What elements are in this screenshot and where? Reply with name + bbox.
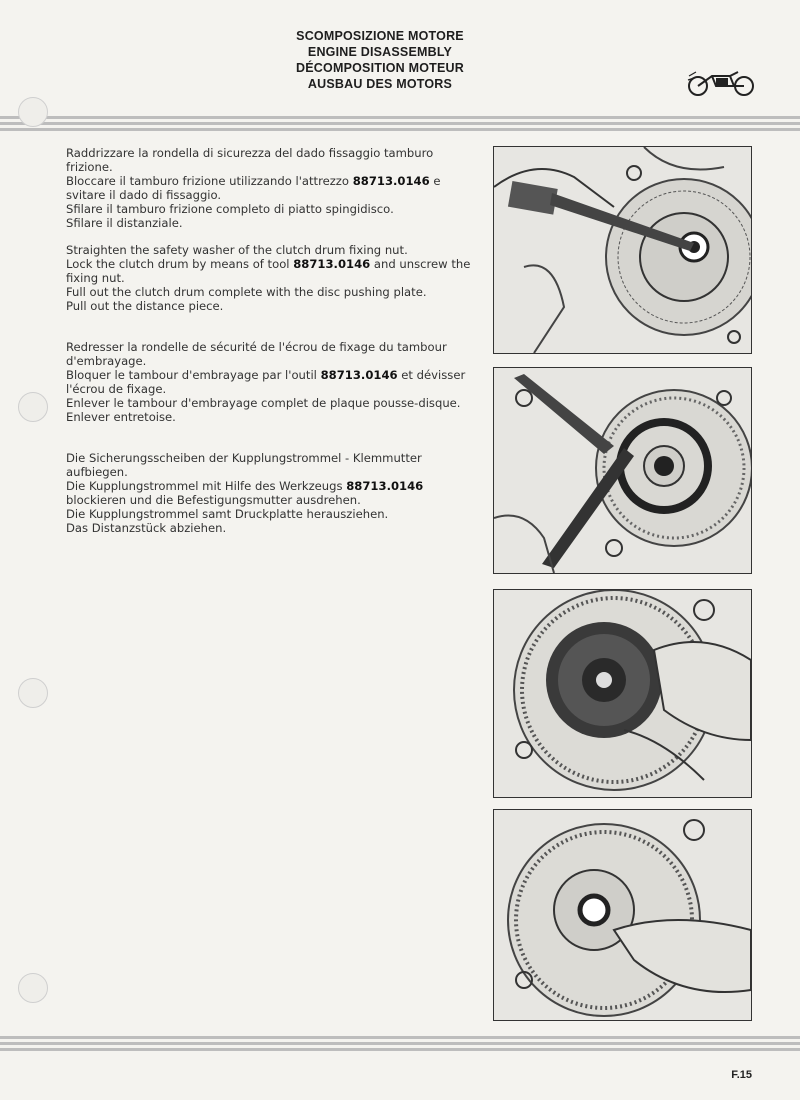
en-step-2: Lock the clutch drum by means of tool 88713.0146 and unscrew the fixing nut. — [66, 257, 471, 285]
de-step-1: Die Sicherungsscheiben der Kupplungstrommel - Klemmutter aufbiegen. — [66, 451, 422, 479]
page-title-block — [230, 28, 530, 92]
section-english — [66, 243, 474, 313]
punch-hole — [18, 97, 48, 127]
tool-code: 88713.0146 — [352, 174, 430, 188]
fr-step-4: Enlever entretoise. — [66, 410, 176, 424]
bottom-rule-1 — [0, 1036, 800, 1039]
en-step-4: Pull out the distance piece. — [66, 299, 224, 313]
figure-straighten-washer — [493, 146, 752, 354]
title-english: ENGINE DISASSEMBLY — [307, 45, 453, 59]
section-italian — [66, 146, 474, 230]
top-rule-2 — [0, 122, 800, 125]
page-number: F.15 — [731, 1069, 752, 1081]
fr-step-1: Redresser la rondelle de sécurité de l'écrou de fixage du tambour d'embrayage. — [66, 340, 447, 368]
bottom-rule-2 — [0, 1042, 800, 1045]
tool-code: 88713.0146 — [320, 368, 398, 382]
en-step-1: Straighten the safety washer of the clutch drum fixing nut. — [66, 243, 408, 257]
it-step-3: Sfilare il tamburo frizione completo di piatto spingidisco. — [66, 202, 394, 216]
it-step-4: Sfilare il distanziale. — [66, 216, 183, 230]
en-step-3: Full out the clutch drum complete with the disc pushing plate. — [66, 285, 427, 299]
top-rule-1 — [0, 116, 800, 119]
section-french — [66, 340, 474, 424]
motorcycle-icon — [686, 66, 756, 98]
punch-hole — [18, 678, 48, 708]
de-step-4: Das Distanzstück abziehen. — [66, 521, 227, 535]
title-german: AUSBAU DES MOTORS — [307, 77, 453, 91]
tool-code: 88713.0146 — [293, 257, 371, 271]
fr-step-2: Bloquer le tambour d'embrayage par l'outil 88713.0146 et dévisser l'écrou de fixage. — [66, 368, 466, 396]
section-german — [66, 451, 474, 535]
top-rule-3 — [0, 128, 800, 131]
punch-hole — [18, 973, 48, 1003]
title-french: DÉCOMPOSITION MOTEUR — [296, 61, 464, 75]
figure-pull-out-drum — [493, 589, 752, 798]
punch-hole — [18, 392, 48, 422]
it-step-1: Raddrizzare la rondella di sicurezza del dado fissaggio tamburo frizione. — [66, 146, 434, 174]
figure-remove-distance-piece — [493, 809, 752, 1021]
tool-code: 88713.0146 — [346, 479, 424, 493]
de-step-2: Die Kupplungstrommel mit Hilfe des Werkzeugs 88713.0146 blockieren und die Befestigungsmutter ausdrehen. — [66, 479, 424, 507]
title-italian: SCOMPOSIZIONE MOTORE — [296, 29, 464, 43]
bottom-rule-3 — [0, 1048, 800, 1051]
figure-lock-clutch-drum — [493, 367, 752, 574]
fr-step-3: Enlever le tambour d'embrayage complet de plaque pousse-disque. — [66, 396, 461, 410]
de-step-3: Die Kupplungstrommel samt Druckplatte herausziehen. — [66, 507, 389, 521]
it-step-2: Bloccare il tamburo frizione utilizzando l'attrezzo 88713.0146 e svitare il dado di fissaggio. — [66, 174, 441, 202]
